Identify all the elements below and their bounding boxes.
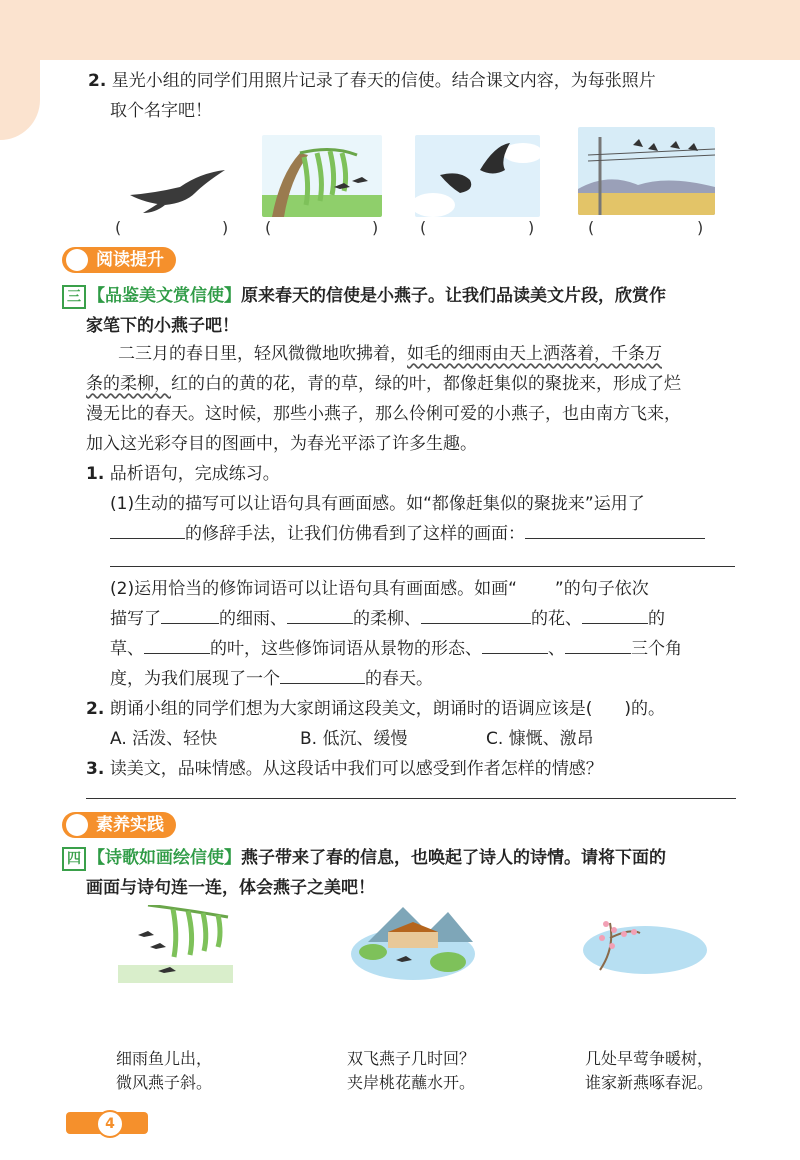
q1-sub2-text2b: 的细雨、 — [219, 609, 287, 629]
section4-tag: 【诗歌如画绘信使】 — [88, 848, 241, 868]
top-decor-band — [0, 0, 800, 60]
q1-number: 1. — [86, 464, 105, 484]
q3-number: 3. — [86, 759, 105, 779]
poem-3-line1: 几处早莺争暖树， — [585, 1049, 714, 1068]
q1-sub2-text3c: 、 — [548, 639, 565, 659]
poem-2-line2: 夹岸桃花蘸水开。 — [347, 1073, 476, 1092]
q2-option-a[interactable]: A. 活泼、轻快 — [110, 729, 218, 749]
poem-2-line1: 双飞燕子几时回？ — [347, 1049, 476, 1068]
q1-sub2-text2c: 的柔柳、 — [353, 609, 421, 629]
paren-close-4: ) — [697, 218, 704, 237]
top-left-decor — [0, 0, 40, 140]
q2-text-end: )的。 — [624, 699, 665, 719]
q3-text: 读美文，品味情感。从这段话中我们可以感受到作者怎样的情感？ — [109, 759, 603, 779]
passage-line3: 漫无比的春天。这时候，那些小燕子，那么伶俐可爱的小燕子，也由南方飞来， — [86, 404, 681, 424]
poem-3[interactable] — [585, 1047, 713, 1095]
passage-line1-a: 二三月的春日里，轻风微微地吹拂着， — [118, 344, 407, 364]
q1-sub2-text4b: 的春天。 — [365, 669, 433, 689]
q2-top-line2: 取个名字吧！ — [110, 101, 212, 121]
q1-sub2-blank-willow[interactable] — [287, 605, 353, 624]
q1-sub2-blank-flower[interactable] — [421, 605, 531, 624]
q1-sub1-blank1[interactable] — [110, 520, 185, 539]
q2-text: 朗诵小组的同学们想为大家朗诵这段美文，朗诵时的语调应该是( — [109, 699, 593, 719]
section3-number-box: 三 — [62, 285, 86, 309]
book-icon — [66, 249, 88, 271]
q1-sub2-text2a: 描写了 — [110, 609, 161, 629]
q1-sub1-answer-line[interactable] — [110, 566, 735, 567]
paren-open-4: ( — [588, 218, 595, 237]
q1-sub2-line4 — [110, 664, 433, 694]
swallows-on-wire-photo — [578, 127, 715, 215]
poem-3-line2: 谁家新燕啄春泥。 — [585, 1073, 714, 1092]
section4-intro-line1 — [62, 843, 666, 873]
peach-tree-illustration[interactable] — [580, 908, 710, 980]
poem-1-line1: 细雨鱼儿出， — [116, 1049, 213, 1068]
q1-sub2-blank-grass[interactable] — [582, 605, 648, 624]
willow-photo — [262, 135, 382, 217]
passage-line2 — [86, 369, 681, 399]
pencil-icon — [66, 814, 88, 836]
q1-sub2-line3 — [110, 634, 682, 664]
poem-1-line2: 微风燕子斜。 — [116, 1073, 213, 1092]
section4-intro-text1: 燕子带来了春的信息，也唤起了诗人的诗情。请将下面的 — [241, 848, 666, 868]
q1-title-line — [86, 459, 280, 489]
q3-line — [86, 754, 603, 784]
section4-number-box: 四 — [62, 847, 86, 871]
q2-top-number: 2. — [88, 71, 107, 91]
section3-intro-line2: 家笔下的小燕子吧！ — [86, 316, 239, 336]
section-reading-label: 阅读提升 — [96, 250, 164, 270]
paren-close-3: ) — [528, 218, 535, 237]
passage-line1 — [118, 339, 662, 369]
q1-title: 品析语句，完成练习。 — [109, 464, 280, 484]
section4-intro-line2: 画面与诗句连一连，体会燕子之美吧！ — [86, 878, 375, 898]
q2-option-c[interactable]: C. 慷慨、激昂 — [486, 729, 594, 749]
q1-sub2-text3a: 草、 — [110, 639, 144, 659]
passage-line1-b: 如毛的细雨由天上洒落着，千条万 — [407, 344, 662, 364]
q2-top-line1 — [88, 66, 656, 96]
peach-river-illustration[interactable] — [348, 902, 478, 984]
section3-intro-text1: 原来春天的信使是小燕子。让我们品读美文片段，欣赏作 — [241, 286, 666, 306]
poem-2[interactable] — [347, 1047, 475, 1095]
q1-sub2-line2 — [110, 604, 665, 634]
paren-close-2: ) — [372, 218, 379, 237]
q2-line — [86, 694, 665, 724]
q2-number: 2. — [86, 699, 105, 719]
q1-sub2-text1b: ”的句子依次 — [554, 579, 649, 599]
passage-line2-a: 条的柔柳， — [86, 374, 171, 394]
q1-sub1-blank2[interactable] — [525, 520, 705, 539]
section-practice-label: 素养实践 — [96, 815, 164, 835]
q2-top-text-line1: 星光小组的同学们用照片记录了春天的信使。结合课文内容，为每张照片 — [111, 71, 656, 91]
page-number: 4 — [96, 1110, 124, 1138]
section-reading-pill — [62, 247, 176, 273]
paren-close-1: ) — [222, 218, 229, 237]
q3-answer-line[interactable] — [86, 798, 736, 799]
q1-sub2-blank-aspect1[interactable] — [482, 635, 548, 654]
q1-sub2-blank-aspect2[interactable] — [565, 635, 631, 654]
section-practice-pill — [62, 812, 176, 838]
willow-rain-illustration[interactable] — [118, 905, 233, 983]
q1-sub2-text2d: 的花、 — [531, 609, 582, 629]
section3-intro-line1 — [62, 281, 666, 311]
q1-sub2-blank-spring[interactable] — [280, 665, 365, 684]
q1-sub2-blank-rain[interactable] — [161, 605, 219, 624]
q1-sub2-text3b: 的叶，这些修饰词语从景物的形态、 — [210, 639, 482, 659]
section3-tag: 【品鉴美文赏信使】 — [88, 286, 241, 306]
paren-open-2: ( — [265, 218, 272, 237]
paren-open-1: ( — [115, 218, 122, 237]
q2-option-b[interactable]: B. 低沉、缓慢 — [300, 729, 408, 749]
q1-sub2-text4a: 度，为我们展现了一个 — [110, 669, 280, 689]
q1-sub2-text1a: (2)运用恰当的修饰词语可以让语句具有画面感。如画“ — [110, 579, 517, 599]
passage-line2-b: 红的白的黄的花，青的草，绿的叶，都像赶集似的聚拢来，形成了烂 — [171, 374, 681, 394]
paren-open-3: ( — [420, 218, 427, 237]
swallow-photo-1 — [125, 165, 230, 215]
passage-line4: 加入这光彩夺目的图画中，为春光平添了许多生趣。 — [86, 434, 477, 454]
q1-sub1-line2 — [110, 519, 705, 549]
poem-1[interactable] — [116, 1047, 212, 1095]
q1-sub2-text2e: 的 — [648, 609, 665, 629]
q1-sub2-wavy-blank[interactable] — [517, 576, 555, 594]
q1-sub2-blank-leaf[interactable] — [144, 635, 210, 654]
q1-sub1-text: 的修辞手法，让我们仿佛看到了这样的画面： — [185, 524, 525, 544]
q1-sub2-text3d: 三个角 — [631, 639, 682, 659]
q1-sub2-line1 — [110, 574, 649, 604]
q1-sub1-line1: (1)生动的描写可以让语句具有画面感。如“都像赶集似的聚拢来”运用了 — [110, 494, 645, 514]
two-swallows-photo — [415, 135, 540, 217]
